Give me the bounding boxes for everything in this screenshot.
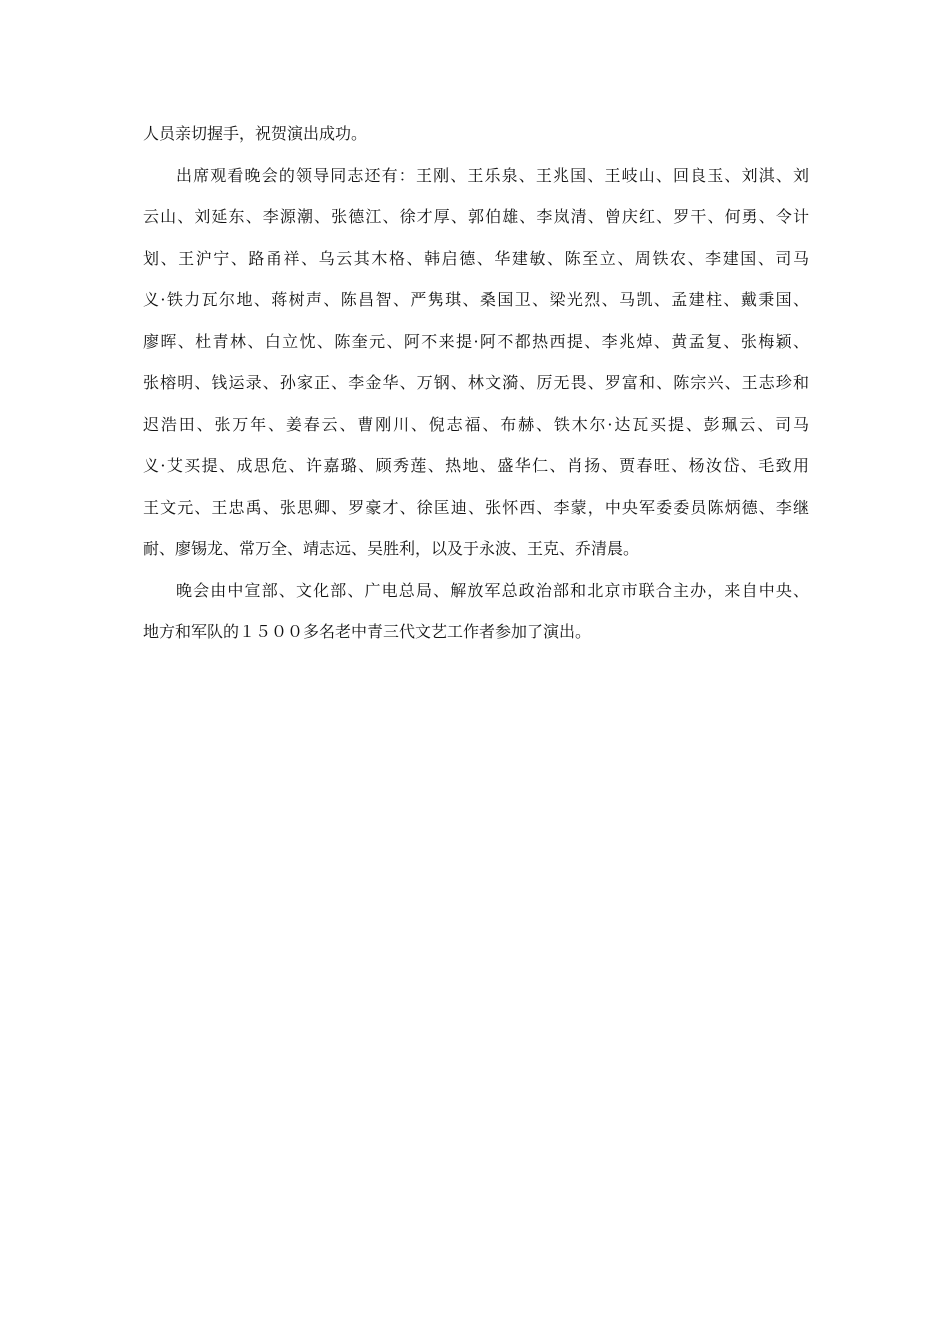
text-line: 迟浩田、张万年、姜春云、曹刚川、倪志福、布赫、铁木尔·达瓦买提、彭珮云、司马 bbox=[143, 414, 809, 434]
text-line: 义·艾买提、成思危、许嘉璐、顾秀莲、热地、盛华仁、肖扬、贾春旺、杨汝岱、毛致用 bbox=[143, 456, 809, 475]
text-line: 张榕明、钱运录、孙家正、李金华、万钢、林文漪、厉无畏、罗富和、陈宗兴、王志珍和 bbox=[143, 373, 809, 392]
text-line: 义·铁力瓦尔地、蒋树声、陈昌智、严隽琪、桑国卫、梁光烈、马凯、孟建柱、戴秉国、 bbox=[143, 290, 809, 309]
text-line: 出席观看晚会的领导同志还有：王刚、王乐泉、王兆国、王岐山、回良玉、刘淇、刘 bbox=[176, 165, 809, 185]
article-body bbox=[143, 124, 809, 664]
text-line: 王文元、王忠禹、张思卿、罗豪才、徐匡迪、张怀西、李蒙，中央军委委员陈炳德、李继 bbox=[143, 497, 809, 517]
text-line: 晚会由中宣部、文化部、广电总局、解放军总政治部和北京市联合主办，来自中央、 bbox=[176, 580, 809, 600]
text-line: 划、王沪宁、路甬祥、乌云其木格、韩启德、华建敏、陈至立、周铁农、李建国、司马 bbox=[143, 248, 809, 268]
text-line: 人员亲切握手，祝贺演出成功。 bbox=[143, 124, 368, 143]
text-line: 廖晖、杜青林、白立忱、陈奎元、阿不来提·阿不都热西提、李兆焯、黄孟复、张梅颖、 bbox=[143, 331, 809, 351]
text-line: 地方和军队的１５００多名老中青三代文艺工作者参加了演出。 bbox=[143, 622, 592, 641]
text-line: 云山、刘延东、李源潮、张德江、徐才厚、郭伯雄、李岚清、曾庆红、罗干、何勇、令计 bbox=[143, 207, 809, 226]
text-line: 耐、廖锡龙、常万全、靖志远、吴胜利，以及于永波、王克、乔清晨。 bbox=[143, 539, 640, 558]
